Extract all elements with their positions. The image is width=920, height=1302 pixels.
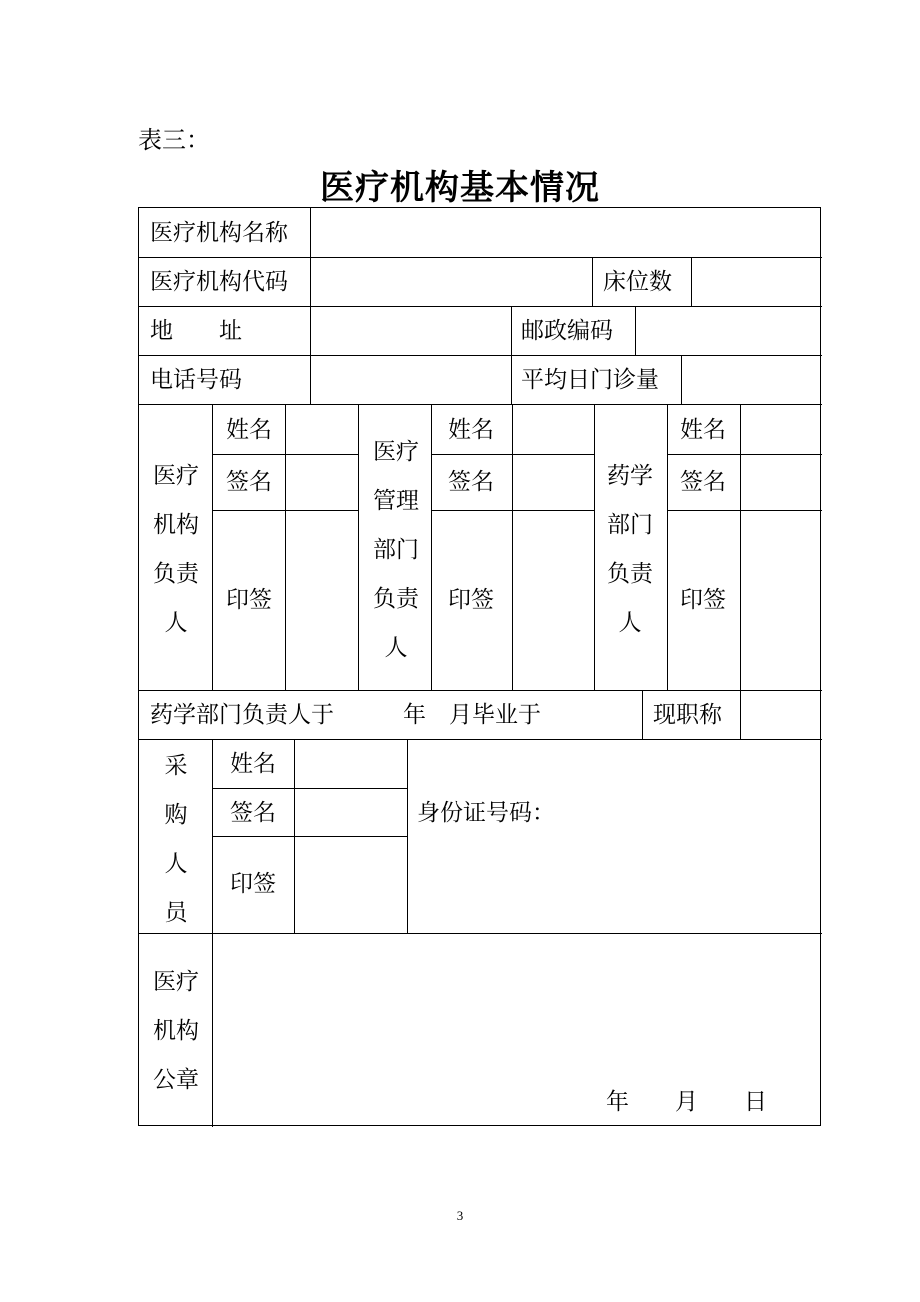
institution-head-name-label: 姓名 [226, 417, 272, 443]
phone-label: 电话号码 [150, 367, 242, 393]
page-number: 3 [456, 1208, 464, 1223]
institution-head-seal-label: 印签 [226, 587, 272, 613]
official-seal-label: 医疗 机构 公章 [153, 969, 199, 1093]
purchaser-seal-label: 印签 [230, 871, 276, 897]
management-head-signature-label: 签名 [448, 469, 494, 495]
pharmacy-head-seal-label: 印签 [680, 587, 726, 613]
institution-head-signature-label: 签名 [226, 469, 272, 495]
purchaser-label: 采 购 人 员 [164, 753, 188, 926]
purchaser-name-label: 姓名 [230, 751, 276, 777]
avg-daily-visits-label: 平均日门诊量 [521, 367, 659, 393]
id-number-label: 身份证号码： [417, 800, 555, 826]
page-title: 医疗机构基本情况 [320, 168, 600, 208]
seal-date: 年 月 日 [606, 1089, 767, 1115]
institution-head-label: 医疗 机构 负责 人 [153, 463, 199, 636]
institution-name-label: 医疗机构名称 [150, 220, 288, 246]
management-head-seal-label: 印签 [448, 587, 494, 613]
bed-count-label: 床位数 [603, 269, 672, 295]
institution-code-label: 医疗机构代码 [150, 269, 288, 295]
purchaser-signature-label: 签名 [230, 800, 276, 826]
management-head-label: 医疗 管理 部门 负责 人 [373, 439, 419, 661]
postcode-label: 邮政编码 [521, 318, 613, 344]
table-number-label: 表三： [138, 126, 210, 154]
management-head-name-label: 姓名 [448, 417, 494, 443]
pharmacy-head-signature-label: 签名 [680, 469, 726, 495]
pharmacy-head-label: 药学 部门 负责 人 [607, 463, 653, 636]
current-title-label: 现职称 [653, 702, 722, 728]
institution-info-form [138, 207, 821, 1126]
pharmacy-head-name-label: 姓名 [680, 417, 726, 443]
address-label: 地 址 [150, 318, 242, 344]
pharmacy-graduation-text: 药学部门负责人于 年 月毕业于 [150, 702, 541, 728]
